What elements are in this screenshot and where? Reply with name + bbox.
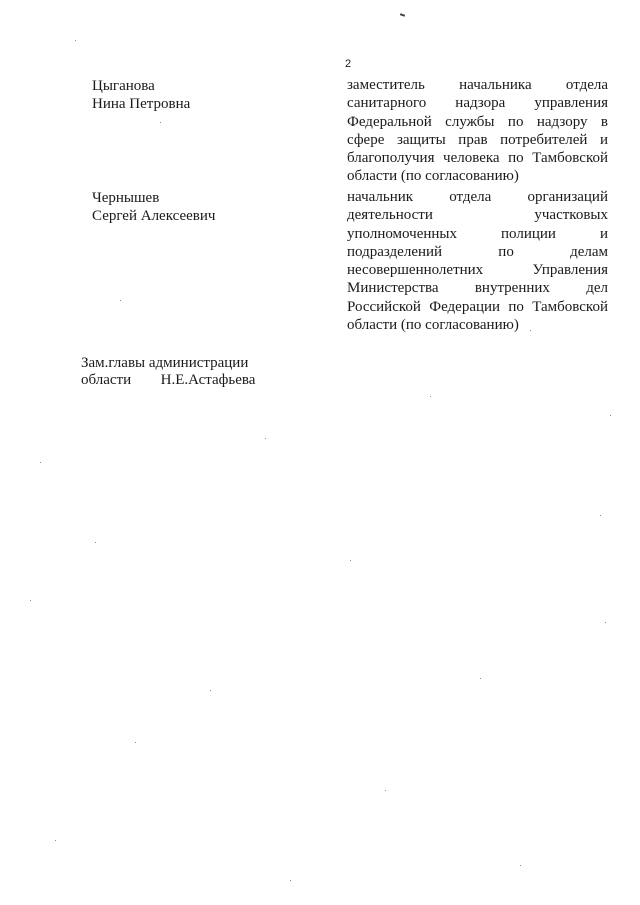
scan-speckle <box>290 880 291 881</box>
scan-speckle <box>265 438 266 439</box>
scan-mark <box>400 13 405 17</box>
member-surname: Цыганова <box>92 78 155 94</box>
member-given-names: Сергей Алексеевич <box>92 207 216 224</box>
signature-title: Зам.главы администрации <box>81 355 249 371</box>
signature-name: Н.Е.Астафьева <box>160 372 256 388</box>
scan-speckle <box>160 122 161 123</box>
signature-region: области <box>81 372 132 388</box>
scan-speckle <box>95 542 96 543</box>
member-position <box>347 76 608 186</box>
scan-speckle <box>30 600 31 601</box>
member-position-text: заместитель начальника отдела санитарного надзора управления Федеральной службы по надзору в сфере защиты прав потребителей и благополучия человека по Тамбовской области (по согласованию) <box>347 77 608 185</box>
scan-speckle <box>480 678 481 679</box>
scan-speckle <box>55 840 56 841</box>
scan-speckle <box>605 622 606 623</box>
member-given-names: Нина Петровна <box>92 95 191 112</box>
member-surname: Чернышев <box>92 190 160 206</box>
scan-speckle <box>120 300 121 301</box>
member-position <box>347 188 608 334</box>
scan-speckle <box>610 415 611 416</box>
scan-speckle <box>40 462 41 463</box>
signature-line <box>81 372 281 389</box>
scan-speckle <box>530 330 531 331</box>
scan-speckle <box>430 396 431 397</box>
member-name <box>92 78 292 113</box>
scan-speckle <box>600 515 601 516</box>
scan-speckle <box>75 40 76 41</box>
scan-speckle <box>385 790 386 791</box>
scan-speckle <box>135 742 136 743</box>
signature-block <box>81 355 281 389</box>
page-number: 2 <box>345 58 352 70</box>
member-name <box>92 190 292 225</box>
member-position-text: начальник отдела организаций деятельности участковых уполномоченных полиции и подразделений по делам несовершеннолетних Управления Министерства внутренних дел Российской Федерации по Тамбовской области (по согласованию) <box>347 189 608 334</box>
scan-speckle <box>350 560 351 561</box>
scan-speckle <box>520 865 521 866</box>
scan-speckle <box>210 690 211 691</box>
